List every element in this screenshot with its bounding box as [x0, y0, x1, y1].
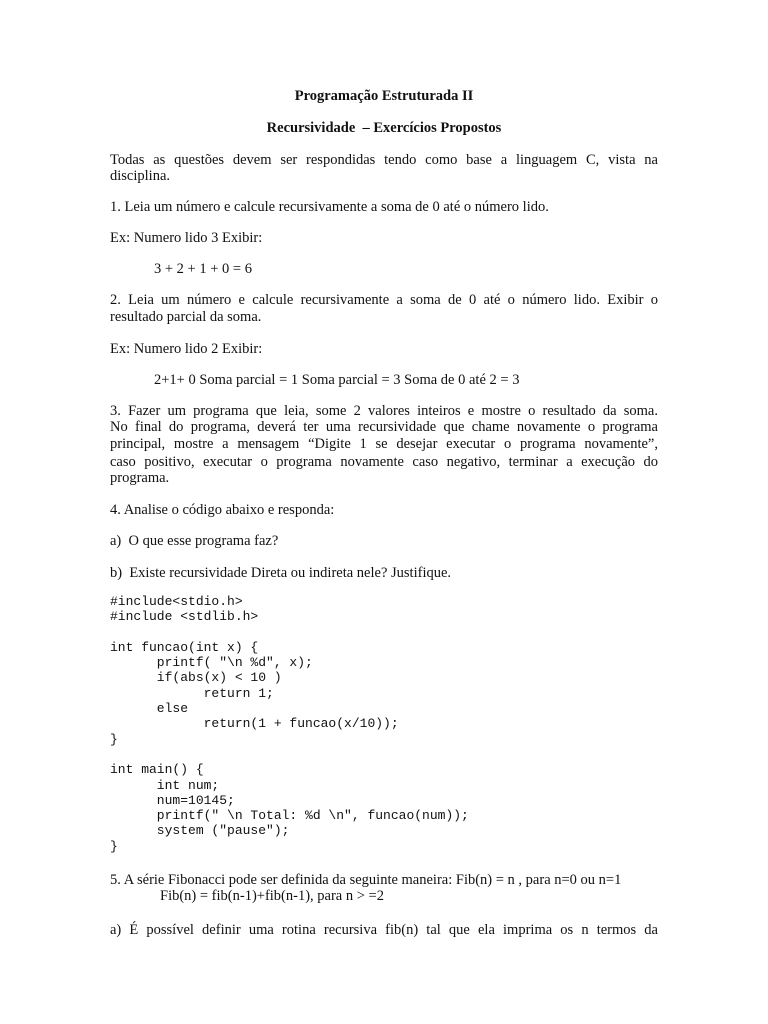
question-3-line-3: principal, mostre a mensagem “Digite 1 se desejar executar o programa novamente”,	[110, 436, 658, 452]
intro-line-1: Todas as questões devem ser respondidas tendo como base a linguagem C, vista na	[110, 152, 658, 168]
question-4-item-a: a) O que esse programa faz?	[110, 533, 279, 549]
question-2-line-2: resultado parcial da soma.	[110, 309, 262, 325]
question-3-line-1: 3. Fazer um programa que leia, some 2 valores inteiros e mostre o resultado da soma.	[110, 403, 658, 419]
question-3-line-4: caso positivo, executar o programa novamente caso negativo, terminar a execução do	[110, 454, 658, 470]
question-5-item-a: a) É possível definir uma rotina recursiva fib(n) tal que ela imprima os n termos da	[110, 922, 658, 938]
question-2-example: Ex: Numero lido 2 Exibir:	[110, 341, 263, 357]
code-listing: #include<stdio.h> #include <stdlib.h> int funcao(int x) { printf( "\n %d", x); if(abs(x) < 10 ) return 1; else return(1 + funcao(x/10)); } int main() { int num; num=10145; printf(" \n Total: %d \n", funcao(num)); system ("pause"); }	[110, 594, 469, 854]
question-4-item-b: b) Existe recursividade Direta ou indireta nele? Justifique.	[110, 565, 452, 581]
question-3-line-2: No final do programa, deverá ter uma recursividade que chame novamente o programa	[110, 419, 658, 435]
question-3-line-5: programa.	[110, 470, 170, 486]
question-5-line-2: Fib(n) = fib(n-1)+fib(n-1), para n > =2	[160, 888, 384, 904]
question-1: 1. Leia um número e calcule recursivamente a soma de 0 até o número lido.	[110, 199, 549, 215]
document-subtitle: Recursividade – Exercícios Propostos	[266, 120, 502, 136]
question-2-line-1: 2. Leia um número e calcule recursivamente a soma de 0 até o número lido. Exibir o	[110, 292, 658, 308]
question-5-line-1: 5. A série Fibonacci pode ser definida da seguinte maneira: Fib(n) = n , para n=0 ou n=1	[110, 872, 622, 888]
question-4: 4. Analise o código abaixo e responda:	[110, 502, 335, 518]
question-1-output: 3 + 2 + 1 + 0 = 6	[154, 261, 252, 277]
document-title: Programação Estruturada II	[294, 88, 474, 104]
question-2-output: 2+1+ 0 Soma parcial = 1 Soma parcial = 3 Soma de 0 até 2 = 3	[154, 372, 520, 388]
intro-line-2: disciplina.	[110, 168, 171, 184]
question-1-example: Ex: Numero lido 3 Exibir:	[110, 230, 263, 246]
